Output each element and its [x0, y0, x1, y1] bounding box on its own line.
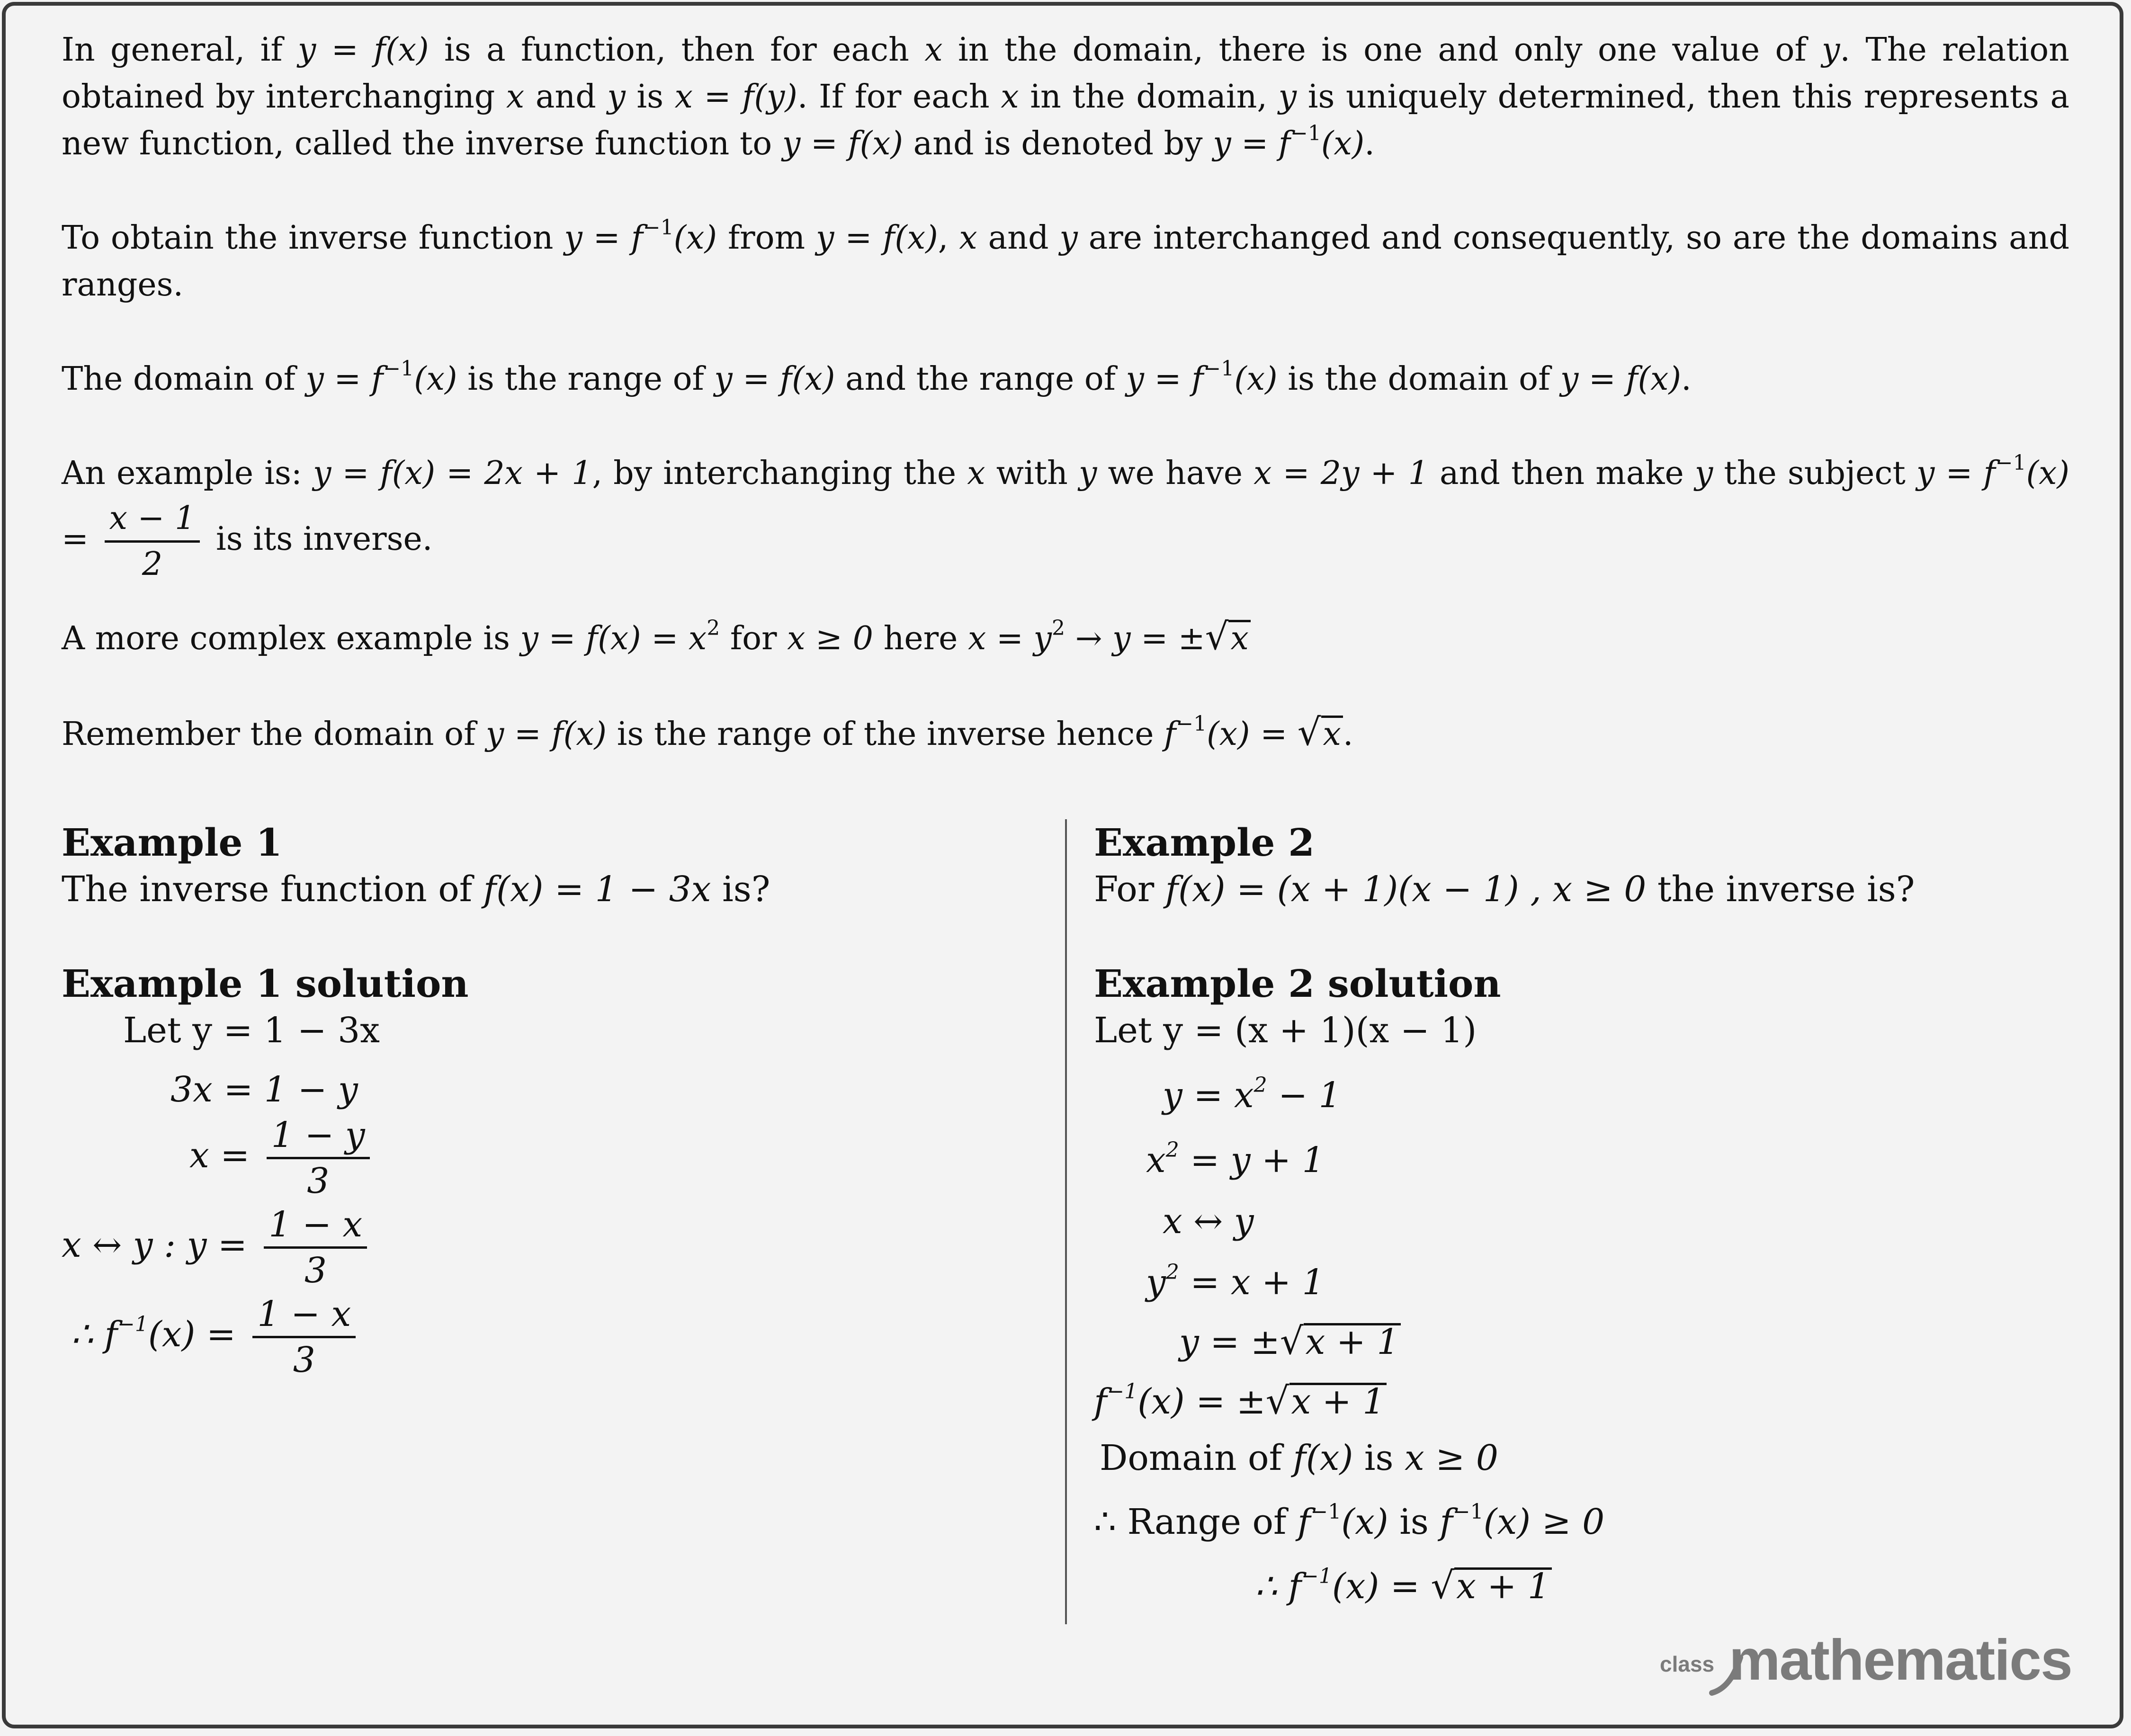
- classmathematics-logo: [1660, 1627, 2077, 1698]
- math: x = 2y + 1: [1254, 455, 1429, 492]
- text: is: [1388, 1502, 1440, 1542]
- example-1-question: [62, 866, 1028, 913]
- text: .: [1343, 716, 1353, 753]
- math: −1: [1452, 1500, 1484, 1524]
- math: x ≥ 0: [787, 620, 873, 657]
- math: −1: [1176, 712, 1207, 736]
- example-1-solution-title: Example 1 solution: [62, 961, 469, 1006]
- text: with: [985, 455, 1079, 492]
- math: y = f: [1213, 125, 1290, 162]
- math: −1: [1301, 1564, 1332, 1589]
- radicand: x + 1: [1454, 1567, 1552, 1603]
- solution-step: [1094, 1072, 2069, 1119]
- math: f(x) = (x + 1)(x − 1) , x ≥ 0: [1165, 869, 1647, 910]
- radicand: x: [1228, 620, 1250, 655]
- radicand: x: [1321, 716, 1343, 751]
- text: are interchanged and consequently, so are the domains and ranges.: [62, 219, 2070, 304]
- solution-step: [1094, 1259, 2069, 1306]
- solution-step: [1094, 1318, 2069, 1366]
- math: 2: [1165, 1138, 1179, 1163]
- math: −1: [1203, 357, 1235, 381]
- math: f(x): [1293, 1438, 1353, 1478]
- math: y: [297, 31, 316, 69]
- text: is uniquely determined, then this represents a new function, called the inverse function to: [62, 78, 2070, 162]
- math: − 1: [1267, 1075, 1341, 1116]
- math: (x): [385, 31, 429, 69]
- text: we have: [1097, 455, 1254, 492]
- math: 2: [707, 616, 720, 641]
- fraction: [264, 1203, 367, 1292]
- logo-text: mathematics: [1729, 1628, 2072, 1692]
- paragraph-4: [62, 450, 2069, 586]
- fraction-numerator: x − 1: [105, 497, 200, 543]
- solution-step: [62, 1007, 1028, 1054]
- fraction-numerator: 1 − x: [252, 1292, 356, 1338]
- text: .: [1681, 360, 1692, 398]
- math: −1: [643, 215, 674, 240]
- text: For: [1094, 869, 1165, 910]
- square-root: [1431, 1563, 1552, 1610]
- paragraph-1: [62, 27, 2069, 167]
- text: Domain of: [1100, 1438, 1293, 1478]
- root-sign: √: [1280, 1320, 1304, 1363]
- text: is the domain of: [1277, 360, 1560, 398]
- math: x ↔ y: [1163, 1201, 1254, 1242]
- math: (x): [1321, 125, 1365, 162]
- example-2-question: [1094, 866, 2069, 913]
- example-2-column: [1094, 819, 2069, 1610]
- math: (x): [1341, 1502, 1388, 1542]
- math: Let y = (x + 1)(x − 1): [1094, 1010, 1477, 1051]
- text: and: [524, 78, 608, 116]
- text: for: [720, 620, 788, 657]
- column-divider: [1065, 819, 1067, 1624]
- square-root: [1298, 709, 1343, 758]
- math: −1: [1995, 451, 2026, 475]
- math: =: [316, 31, 374, 69]
- paragraph-2: [62, 215, 2069, 308]
- radicand: x + 1: [1304, 1323, 1401, 1359]
- math: y: [1146, 1262, 1166, 1303]
- math: f(x) = 1 − 3x: [483, 869, 711, 910]
- text: . The relation obtained by interchanging: [62, 31, 2069, 116]
- root-sign: √: [1205, 616, 1229, 658]
- math: (x) =: [62, 455, 2070, 558]
- text: In general, if: [62, 31, 298, 69]
- math: y = f: [564, 219, 643, 257]
- math: −1: [1290, 121, 1321, 146]
- math: y = f(x): [815, 219, 938, 257]
- math: −1: [1107, 1379, 1138, 1404]
- math: (x): [1234, 360, 1278, 398]
- math: y = f(x): [485, 716, 607, 753]
- text: and: [977, 219, 1060, 257]
- text: is a function, then for each: [429, 31, 925, 69]
- text: A more complex example is: [62, 620, 520, 657]
- math: 2: [1165, 1260, 1179, 1285]
- text: ,: [938, 219, 959, 257]
- text: An example is:: [62, 455, 313, 492]
- math: −1: [1310, 1500, 1342, 1524]
- solution-step: [62, 1113, 1028, 1203]
- text: and the range of: [835, 360, 1126, 398]
- text: the inverse is?: [1646, 869, 1915, 910]
- math: Let y = 1 − 3x: [123, 1010, 380, 1051]
- text: is: [1353, 1438, 1405, 1478]
- math: ∴ f: [1255, 1566, 1301, 1607]
- solution-step: [1094, 1378, 2069, 1425]
- math: y: [1694, 455, 1713, 492]
- math: x: [959, 219, 977, 257]
- text: is: [625, 78, 675, 116]
- text: the subject: [1713, 455, 1916, 492]
- intro-text: [62, 27, 2069, 758]
- math: x: [924, 31, 943, 69]
- text: To obtain the inverse function: [62, 219, 564, 257]
- text: .: [1364, 125, 1375, 162]
- math: y: [607, 78, 626, 116]
- solution-step: [1094, 1198, 2069, 1245]
- math: x: [1146, 1140, 1166, 1181]
- root-sign: √: [1431, 1565, 1455, 1607]
- text: The inverse function of: [62, 869, 484, 910]
- math: y = f: [1126, 360, 1204, 398]
- square-root: [1280, 1318, 1401, 1366]
- math: y = f(x) = x: [520, 620, 707, 657]
- solution-step: [1094, 1137, 2069, 1184]
- root-sign: √: [1265, 1380, 1289, 1423]
- example-1-column: [62, 819, 1028, 1382]
- text: is the range of: [457, 360, 715, 398]
- math: = x + 1: [1179, 1262, 1325, 1303]
- math: y: [1278, 78, 1297, 116]
- math: x ≥ 0: [1405, 1438, 1498, 1478]
- solution-step: [62, 1292, 1028, 1382]
- math: −1: [383, 357, 414, 381]
- math: (x) =: [148, 1314, 247, 1355]
- fraction: [267, 1113, 370, 1203]
- fraction-denominator: 3: [307, 1161, 330, 1201]
- radicand: x + 1: [1289, 1383, 1387, 1418]
- square-root: [1266, 1378, 1387, 1425]
- math: y = f(x): [714, 360, 835, 398]
- math: x ↔ y : y =: [62, 1224, 259, 1265]
- math: (x) = ±: [1137, 1381, 1266, 1422]
- text: is its inverse.: [206, 520, 433, 558]
- math: (x): [414, 360, 457, 398]
- math: 2: [1254, 1073, 1267, 1098]
- math: y = f(x) = 2x + 1: [313, 455, 592, 492]
- text: in the domain,: [1019, 78, 1279, 116]
- paragraph-6: [62, 709, 2069, 758]
- math: y = f(x): [782, 125, 904, 162]
- fraction-numerator: 1 − x: [264, 1203, 367, 1249]
- fraction: [252, 1292, 356, 1382]
- math: x: [506, 78, 525, 116]
- square-root: [1205, 614, 1251, 662]
- math: → y = ±: [1065, 620, 1205, 657]
- text: , by interchanging the: [592, 455, 967, 492]
- math: f: [374, 31, 386, 69]
- text: and is denoted by: [903, 125, 1213, 162]
- math: (x) ≥ 0: [1483, 1502, 1605, 1542]
- paragraph-3: [62, 356, 2069, 403]
- text: is?: [711, 869, 770, 910]
- text: ∴ Range of: [1094, 1502, 1298, 1542]
- logo-small-text: class: [1660, 1652, 1715, 1676]
- math: 3x = 1 − y: [170, 1069, 358, 1110]
- math: −1: [117, 1312, 148, 1337]
- solution-step: [1094, 1563, 2069, 1610]
- math: x: [967, 455, 985, 492]
- fraction-denominator: 3: [304, 1250, 327, 1291]
- fraction-denominator: 3: [293, 1340, 315, 1380]
- math: (x) =: [1332, 1566, 1431, 1607]
- math: y = f: [1916, 455, 1996, 492]
- math: x: [1001, 78, 1019, 116]
- math: y = f(x): [1560, 360, 1682, 398]
- text: and then make: [1428, 455, 1695, 492]
- math: y: [1078, 455, 1097, 492]
- text: is the range of the inverse hence: [607, 716, 1164, 753]
- text: here: [873, 620, 968, 657]
- solution-step: [62, 1203, 1028, 1292]
- math: ∴ f: [71, 1314, 117, 1355]
- math: y = f: [305, 360, 384, 398]
- math: f: [1164, 716, 1176, 753]
- text: Remember the domain of: [62, 716, 486, 753]
- text: in the domain, there is one and only one value of: [942, 31, 1822, 69]
- text: from: [717, 219, 816, 257]
- text: . If for each: [797, 78, 1001, 116]
- fraction-denominator: 2: [142, 546, 163, 583]
- solution-step: [62, 1066, 1028, 1113]
- math: (x) =: [1207, 716, 1298, 753]
- fraction-numerator: 1 − y: [267, 1113, 370, 1159]
- math: (x): [673, 219, 717, 257]
- math: f: [1297, 1502, 1311, 1542]
- math: = y + 1: [1179, 1140, 1325, 1181]
- math: 2: [1051, 616, 1065, 641]
- math: y: [1059, 219, 1078, 257]
- root-sign: √: [1297, 711, 1321, 754]
- math: f: [1094, 1381, 1107, 1422]
- example-2-title: Example 2: [1094, 820, 1315, 865]
- example-2-solution-title: Example 2 solution: [1094, 961, 1501, 1006]
- math: x =: [189, 1135, 261, 1176]
- math: y: [1821, 31, 1840, 69]
- paragraph-5: [62, 614, 2069, 662]
- solution-step: [1094, 1435, 2069, 1482]
- example-1-title: Example 1: [62, 820, 282, 865]
- math: x = y: [967, 620, 1052, 657]
- text: The domain of: [62, 360, 306, 398]
- math: y = ±: [1179, 1322, 1280, 1362]
- math: f: [1440, 1502, 1453, 1542]
- math: y = x: [1163, 1075, 1254, 1116]
- fraction: [105, 497, 200, 586]
- solution-step: [1094, 1499, 2069, 1546]
- math: x = f(y): [674, 78, 797, 116]
- solution-step: [1094, 1007, 2069, 1054]
